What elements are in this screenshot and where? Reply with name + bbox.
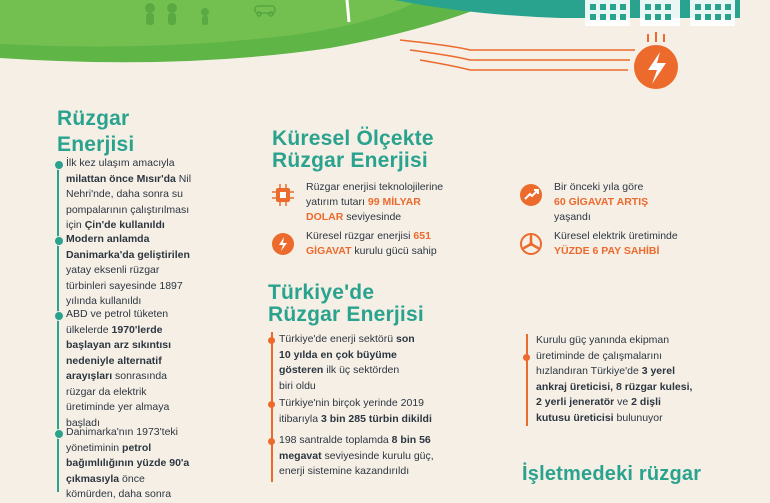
text-line [66,400,226,416]
text-segment: Kurulu güç yanında ekipman [536,334,670,346]
text-segment: arayışları [66,370,113,382]
timeline-dot [54,311,64,321]
text-segment: yönetiminin [66,441,123,454]
title-line: İşletmedeki rüzgar [522,463,702,485]
text-segment: itibarıyla [279,412,322,425]
text-line [66,172,226,188]
timeline-item [66,307,226,431]
text-segment: 1970'lerde [111,323,163,336]
text-segment: Danimarka'da geliştirilen [66,248,190,261]
text-line [536,333,692,349]
title-line: Enerjisi [57,133,135,156]
text-segment: milattan önce Mısır'da [66,172,176,185]
stat-text [554,180,648,225]
text-segment: sonrasında [112,370,167,382]
text-line [66,323,226,339]
text-segment: türbinleri sayesinde 1897 [66,279,183,292]
text-segment: DOLAR [306,211,344,223]
timeline-dot [54,160,64,170]
text-segment: 60 GİGAVAT ARTIŞ [554,196,649,208]
text-line [554,180,648,195]
text-line [66,487,226,503]
text-segment: 198 santralde toplamda [279,434,392,446]
title-line: Rüzgar Enerjisi [268,303,424,326]
text-segment: YÜZDE 6 PAY SAHİBİ [554,245,660,257]
text-line [66,307,226,323]
fact-item [279,332,415,394]
text-line [279,433,434,449]
section-title-isletmedeki [522,463,701,485]
text-line [536,364,692,380]
text-segment: Rüzgar enerjisi teknolojilerine [306,181,444,193]
text-line [66,456,226,472]
text-line [279,379,415,395]
fact-item [279,433,434,480]
text-segment: 10 yılda en çok büyüme [279,348,397,361]
text-line [279,396,432,412]
timeline-item [66,425,226,503]
text-segment: seviyesinde kurulu güç, [321,449,434,462]
stat-text [306,229,437,259]
title-line: Küresel Ölçekte [272,127,434,150]
text-segment: 2 yerli jeneratör [536,396,615,408]
text-segment: bağımlılığının yüzde 90'a [66,457,190,469]
text-segment: kutusu üreticisi [536,411,614,424]
text-line [554,244,678,259]
text-line [66,441,226,457]
text-segment: 99 MİLYAR [367,196,421,208]
text-segment: üretiminde yer almaya [66,401,170,413]
text-line [306,180,443,195]
text-line [66,263,226,279]
text-segment: 8 bin 56 [391,434,431,446]
text-segment: megavat [279,449,322,462]
text-segment: Nil [175,172,192,185]
text-line [554,195,648,210]
text-segment: ABD ve petrol tüketen [66,308,169,320]
wind-turbine-icon [347,0,349,22]
timeline-dot [268,438,275,445]
text-segment: gösteren [279,364,324,376]
text-segment: ankraj üreticisi, 8 rüzgar kulesi, [536,380,693,393]
text-segment: Bir önceki yıla göre [554,181,644,193]
text-segment: Türkiye'nin birçok yerinde 2019 [279,397,424,409]
text-segment: 2 dişli [631,396,661,408]
text-segment: çıkmasıyla [66,472,120,485]
text-line [66,354,226,370]
chip-icon [272,184,294,206]
text-segment: son [395,333,415,345]
text-segment: Nehri'nde, daha sonra su [66,188,183,200]
timeline-dot [54,236,64,246]
text-segment: yılında kullanıldı [66,295,142,307]
section-title-kuresel [272,128,434,172]
text-segment: Türkiye'de enerji sektörü [279,333,396,345]
text-line [66,248,226,264]
text-segment: üretiminde de çalışmalarını [536,349,663,362]
text-segment: Çin'de kullanıldı [84,219,165,231]
text-line [554,210,648,225]
text-line [66,338,226,354]
timeline-dot [268,401,275,408]
text-line [306,244,437,259]
timeline-dot [268,337,275,344]
buildings-icon [585,0,735,26]
bolt-icon [272,233,294,255]
text-line [279,363,415,379]
stat-text [554,229,678,259]
text-segment: enerji sistemine kazandırıldı [279,465,410,477]
landscape-banner [0,0,770,120]
timeline-dot [523,354,530,361]
text-segment: biri oldu [279,379,316,392]
text-segment: 3 bin 285 türbin dikildi [321,412,432,425]
text-segment: ve [614,396,632,408]
stat-text [306,180,443,225]
text-segment: başladı [66,416,100,429]
text-line [66,203,226,219]
text-segment: ilk üç sektörden [323,364,400,376]
text-line [66,156,226,172]
timeline-dot [54,429,64,439]
text-line [66,279,226,295]
fact-item [279,396,432,427]
text-segment: Modern anlamda [66,233,150,245]
text-segment: Küresel elektrik üretiminde [554,230,678,242]
text-segment: Danimarka'nın 1973'teki [66,426,178,438]
title-line: Rüzgar [57,107,130,130]
text-segment: kömürden, daha sonra [66,488,172,500]
fact-item [536,333,692,426]
text-segment: bulunuyor [613,411,663,424]
text-line [279,332,415,348]
text-line [536,395,692,411]
timeline-line [57,162,59,492]
text-line [66,187,226,203]
section-title-turkiye [268,282,424,326]
text-line [279,464,434,480]
timeline-line [526,334,528,426]
text-segment: 3 yerel [641,365,675,377]
text-segment: İlk kez ulaşım amacıyla [66,157,175,169]
timeline-item [66,156,226,234]
text-line [536,411,692,427]
text-line [554,229,678,244]
text-line [306,229,437,244]
timeline-item [66,232,226,310]
text-segment: ülkelerde [66,323,112,336]
text-line [536,380,692,396]
text-segment: yaşandı [554,211,591,223]
text-line [66,232,226,248]
text-segment: nedeniyle alternatif [66,354,162,367]
section-title-ruzgar-enerjisi [57,108,134,156]
text-segment: Küresel rüzgar enerjisi [306,230,414,242]
text-line [279,449,434,465]
text-segment: pompalarının çalıştırılması [66,203,190,216]
text-line [66,385,226,401]
text-segment: önce [119,472,145,485]
text-segment: yatırım tutarı [306,196,368,208]
text-segment: GİGAVAT [306,245,352,257]
text-line [66,425,226,441]
title-line: Rüzgar Enerjisi [272,149,428,172]
text-segment: için [66,219,85,231]
text-segment: hızlandıran Türkiye'de [536,365,642,377]
text-line [536,349,692,365]
text-line [306,195,443,210]
text-segment: 651 [413,230,431,242]
text-segment: başlayan arz sıkıntısı [66,339,172,351]
title-line: Türkiye'de [268,281,375,304]
text-line [66,369,226,385]
text-segment: kurulu gücü sahip [351,245,437,257]
text-segment: seviyesinde [343,211,402,223]
text-line [306,210,443,225]
wind-turbine-icon [520,233,542,255]
text-line [279,412,432,428]
text-segment: rüzgar da elektrik [66,385,147,398]
text-line [279,348,415,364]
text-segment: petrol [122,441,152,454]
text-segment: yatay eksenli rüzgar [66,264,160,276]
trend-up-icon [520,184,542,206]
